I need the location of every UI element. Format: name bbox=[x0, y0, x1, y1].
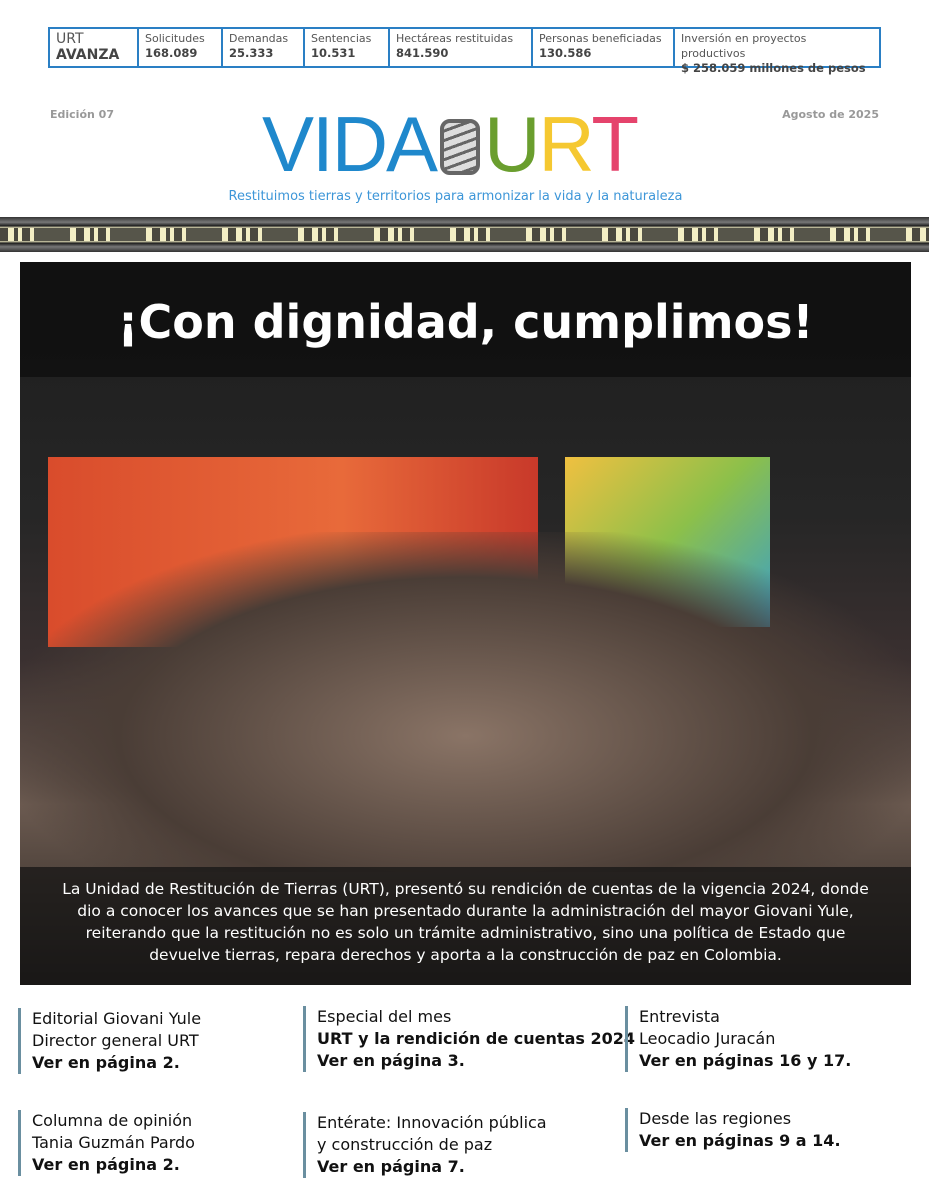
group-of-people bbox=[20, 532, 911, 872]
stat-label: Personas beneficiadas bbox=[539, 32, 662, 45]
stat-value: 130.586 bbox=[539, 46, 592, 60]
link-columna[interactable] bbox=[18, 1110, 195, 1176]
link-page[interactable]: Ver en página 7. bbox=[317, 1157, 465, 1176]
tagline: Restituimos tierras y territorios para armonizar la vida y la naturaleza bbox=[228, 189, 683, 204]
logo-u: U bbox=[484, 100, 539, 188]
stat-label: Demandas bbox=[229, 32, 289, 45]
logo-t: T bbox=[591, 100, 637, 188]
link-subtitle: Leocadio Juracán bbox=[639, 1029, 776, 1048]
stat-label: Hectáreas restituidas bbox=[396, 32, 514, 45]
link-title: Editorial Giovani Yule bbox=[32, 1009, 202, 1028]
urt-avanza-stats-bar bbox=[48, 27, 881, 75]
stat-value: $ 258.059 millones de pesos bbox=[681, 61, 866, 75]
link-title: Columna de opinión bbox=[32, 1111, 193, 1130]
cover-caption: La Unidad de Restitución de Tierras (URT), presentó su rendición de cuentas de la vigencia 2024, donde dio a conocer los avances que se han presentado durante la administración del mayor Giovani Yule, reiterando que la restitución no es solo un trámite administrativo, sino una política de Estado que devuelve tierras, repara derechos y aporta a la construcción de paz en Colombia. bbox=[20, 867, 911, 985]
stat-inversion bbox=[675, 29, 879, 75]
link-subtitle: y construcción de paz bbox=[317, 1135, 493, 1154]
link-subtitle: URT y la rendición de cuentas 2024 bbox=[317, 1029, 635, 1048]
link-page[interactable]: Ver en página 2. bbox=[32, 1053, 180, 1072]
stat-hectareas bbox=[390, 29, 533, 66]
edition-number: Edición 07 bbox=[50, 108, 114, 121]
stat-value: 25.333 bbox=[229, 46, 274, 60]
link-subtitle: Director general URT bbox=[32, 1031, 199, 1050]
stats-title-line1: URT bbox=[56, 31, 84, 47]
stats-title-line2: AVANZA bbox=[56, 47, 120, 63]
stat-label: Solicitudes bbox=[145, 32, 205, 45]
stat-value: 841.590 bbox=[396, 46, 449, 60]
link-title: Desde las regiones bbox=[639, 1109, 792, 1128]
band-pattern bbox=[0, 228, 929, 241]
stat-sentencias bbox=[305, 29, 390, 66]
stat-value: 168.089 bbox=[145, 46, 198, 60]
stat-label: Inversión en proyectos productivos bbox=[681, 32, 807, 60]
stat-solicitudes bbox=[139, 29, 223, 66]
link-page[interactable]: Ver en página 2. bbox=[32, 1155, 180, 1174]
link-editorial[interactable] bbox=[18, 1008, 201, 1074]
link-title: Entrevista bbox=[639, 1007, 720, 1026]
issue-date: Agosto de 2025 bbox=[782, 108, 879, 121]
link-entrevista[interactable] bbox=[625, 1006, 851, 1072]
link-page[interactable]: Ver en páginas 9 a 14. bbox=[639, 1131, 841, 1150]
link-regiones[interactable] bbox=[625, 1108, 841, 1152]
link-title: Especial del mes bbox=[317, 1007, 452, 1026]
vida-urt-logo bbox=[262, 100, 637, 188]
scroll-icon bbox=[440, 119, 480, 175]
link-enterate[interactable] bbox=[303, 1112, 547, 1178]
logo-vida: VIDA bbox=[262, 100, 437, 188]
link-subtitle: Tania Guzmán Pardo bbox=[32, 1133, 195, 1152]
link-page[interactable]: Ver en página 3. bbox=[317, 1051, 465, 1070]
link-especial[interactable] bbox=[303, 1006, 635, 1072]
stat-label: Sentencias bbox=[311, 32, 372, 45]
link-title: Entérate: Innovación pública bbox=[317, 1113, 547, 1132]
stat-personas bbox=[533, 29, 675, 66]
link-page[interactable]: Ver en páginas 16 y 17. bbox=[639, 1051, 852, 1070]
logo-r: R bbox=[538, 100, 592, 188]
stat-demandas bbox=[223, 29, 305, 66]
stat-value: 10.531 bbox=[311, 46, 356, 60]
stats-title bbox=[50, 29, 139, 66]
cover-photo bbox=[20, 262, 911, 985]
cover-headline: ¡Con dignidad, cumplimos! bbox=[20, 262, 911, 377]
